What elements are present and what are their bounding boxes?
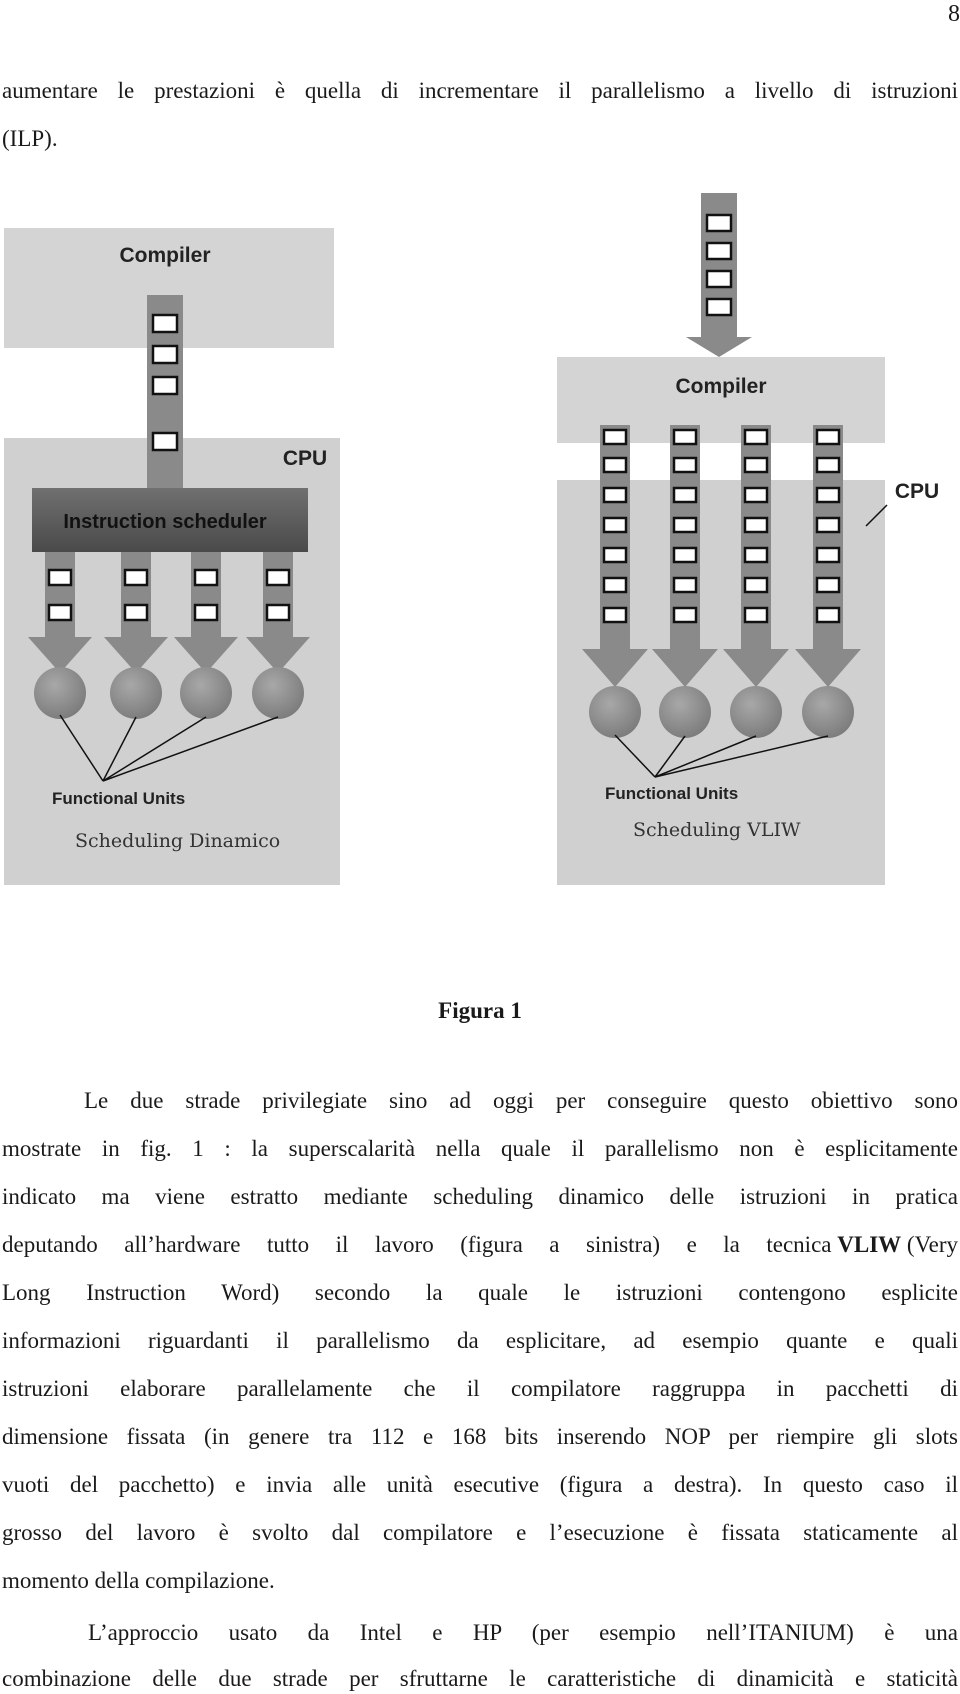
paragraph1-line-6: informazioni riguardanti il parallelismo da esplicitare, ad esempio quante e quali: [2, 1328, 958, 1353]
functional-unit: [659, 686, 711, 738]
figure-1: [0, 185, 960, 885]
functional-unit: [730, 686, 782, 738]
left-diagram: [4, 228, 340, 885]
right-cpu-label: CPU: [894, 480, 940, 503]
left-diagram-caption: Scheduling Dinamico: [75, 830, 281, 852]
right-diagram-caption: Scheduling VLIW: [633, 819, 801, 841]
right-instruction-stream: [686, 193, 752, 357]
paragraph1-line-4-end: (Very: [901, 1232, 958, 1257]
paragraph1-line-9: vuoti del pacchetto) e invia alle unità esecutive (figura a destra). In questo caso il: [2, 1472, 958, 1497]
intro-line-1: aumentare le prestazioni è quella di incrementare il parallelismo a livello di istruzioni: [2, 78, 958, 103]
functional-unit: [110, 667, 162, 719]
paragraph1-line-4-start: deputando all’hardware tutto il lavoro (figura a sinistra) e la tecnica: [2, 1232, 838, 1257]
paragraph2-line-2: combinazione delle due strade per sfruttarne le caratteristiche di dinamicità e staticità: [2, 1666, 958, 1691]
paragraph1-line-2: mostrate in fig. 1 : la superscalarità nella quale il parallelismo non è esplicitamente: [2, 1136, 958, 1161]
paragraph2-line-1: L’approccio usato da Intel e HP (per esempio nell’ITANIUM) è una: [88, 1620, 958, 1645]
intro-line-2: (ILP).: [2, 126, 58, 151]
functional-unit: [180, 667, 232, 719]
left-cpu-label: CPU: [282, 447, 328, 470]
paragraph1-line-5: Long Instruction Word) secondo la quale le istruzioni contengono esplicite: [2, 1280, 958, 1305]
paragraph1-line-11: momento della compilazione.: [2, 1568, 275, 1593]
right-functional-units-label: Functional Units: [605, 784, 739, 803]
instruction-scheduler-label: Instruction scheduler: [63, 511, 267, 533]
figure-caption: Figura 1: [438, 998, 522, 1023]
functional-unit: [802, 686, 854, 738]
left-compiler-label: Compiler: [119, 244, 211, 267]
paragraph1-line-1: Le due strade privilegiate sino ad oggi per conseguire questo obiettivo sono: [84, 1088, 958, 1113]
paragraph1-line-4: [2, 1230, 958, 1260]
page-number: 8: [948, 1, 960, 27]
functional-unit: [252, 667, 304, 719]
paragraph1-line-7: istruzioni elaborare parallelamente che il compilatore raggruppa in pacchetti di: [2, 1376, 958, 1401]
functional-unit: [589, 686, 641, 738]
paragraph1-line-8: dimensione fissata (in genere tra 112 e 168 bits inserendo NOP per riempire gli slots: [2, 1424, 958, 1449]
vliw-term: VLIW: [837, 1232, 902, 1257]
paragraph1-line-3: indicato ma viene estratto mediante scheduling dinamico delle istruzioni in pratica: [2, 1184, 958, 1209]
left-functional-units-label: Functional Units: [52, 789, 186, 808]
right-diagram: [557, 193, 939, 885]
paragraph1-line-10: grosso del lavoro è svolto dal compilatore e l’esecuzione è fissata staticamente al: [2, 1520, 958, 1545]
functional-unit: [34, 667, 86, 719]
right-compiler-label: Compiler: [675, 375, 767, 398]
